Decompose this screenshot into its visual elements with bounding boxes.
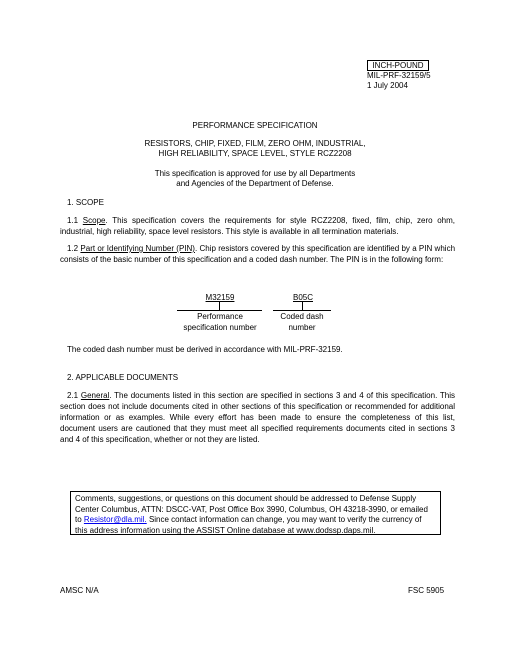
comment-text-end: . — [373, 525, 376, 535]
fsc-label: FSC 5905 — [408, 586, 445, 595]
pin-connector-1 — [219, 302, 220, 310]
subject-line-2: HIGH RELIABILITY, SPACE LEVEL, STYLE RCZ2208 — [158, 149, 352, 158]
pin-label-2 — [270, 311, 334, 333]
pin-label-1 — [175, 311, 265, 333]
comment-box — [70, 491, 441, 535]
paragraph-1-1-number: 1.1 — [67, 216, 83, 225]
pin-part-dash-number: B05C — [292, 293, 313, 302]
website-link[interactable]: www.dodssp.daps.mil — [296, 525, 374, 535]
paragraph-2-1-text: . The documents listed in this section are specified in sections 3 and 4 of this specification. This section does not include documents cited in other sections of this specification or recommended for additional information or as examples. While every effort has been made to ensure the completeness of this list, document users are cautioned that they must meet all specified requirements documents cited in sections 3 and 4 of this specification, whether or not they are listed. — [60, 391, 456, 444]
spec-type-title: PERFORMANCE SPECIFICATION — [192, 121, 318, 130]
paragraph-1-2 — [60, 243, 455, 265]
pin-label-2-line-2: number — [288, 323, 316, 332]
paragraph-1-2-text: . Chip resistors covered by this specification are identified by a PIN which consists of the basic number of this specification and a coded dash number. The PIN is in the following form: — [60, 244, 456, 264]
comment-text-middle: Since contact information can change, you may want to verify the currency of this address information using the ASSIST Online database at — [75, 515, 422, 535]
dash-number-note: The coded dash number must be derived in accordance with MIL-PRF-32159. — [67, 345, 343, 354]
pin-label-2-line-1: Coded dash — [280, 312, 324, 321]
inch-pound-label: INCH-POUND — [367, 60, 429, 71]
paragraph-1-1 — [60, 215, 455, 237]
paragraph-1-2-number: 1.2 — [67, 244, 81, 253]
email-link[interactable]: Resistor@dla.mil. — [83, 515, 147, 524]
pin-label-1-line-2: specification number — [183, 323, 257, 332]
document-number: MIL-PRF-32159/5 — [367, 71, 431, 80]
approval-line-2: and Agencies of the Department of Defense. — [176, 179, 334, 188]
comment-text-start: Comments, suggestions, or questions on this document should be addressed to Defense Supply Center Columbus, ATTN: DSCC-VAT, Post Office Box 3990, Columbus, OH 43218-3990, or emailed to — [75, 494, 428, 524]
pin-part-spec-number: M32159 — [205, 293, 235, 302]
paragraph-2-1 — [60, 390, 455, 445]
pin-label-1-line-1: Performance — [197, 312, 243, 321]
approval-line-1: This specification is approved for use by all Departments — [154, 169, 356, 178]
paragraph-1-1-heading: Scope — [82, 216, 106, 225]
subject-line-1: RESISTORS, CHIP, FIXED, FILM, ZERO OHM, INDUSTRIAL, — [144, 139, 366, 148]
paragraph-2-1-heading: General — [80, 391, 110, 400]
section-2-heading: 2. APPLICABLE DOCUMENTS — [67, 373, 179, 382]
paragraph-2-1-number: 2.1 — [67, 391, 81, 400]
pin-connector-2 — [302, 302, 303, 310]
document-date: 1 July 2004 — [367, 81, 408, 90]
paragraph-1-2-heading: Part or Identifying Number (PIN) — [80, 244, 195, 253]
section-1-heading: 1. SCOPE — [67, 198, 104, 207]
paragraph-1-1-text: . This specification covers the requirements for style RCZ2208, fixed, film, chip, zero ohm, industrial, high reliability, space level resistors. This style is available in all termination materials. — [60, 216, 456, 236]
amsc-label: AMSC N/A — [60, 586, 99, 595]
